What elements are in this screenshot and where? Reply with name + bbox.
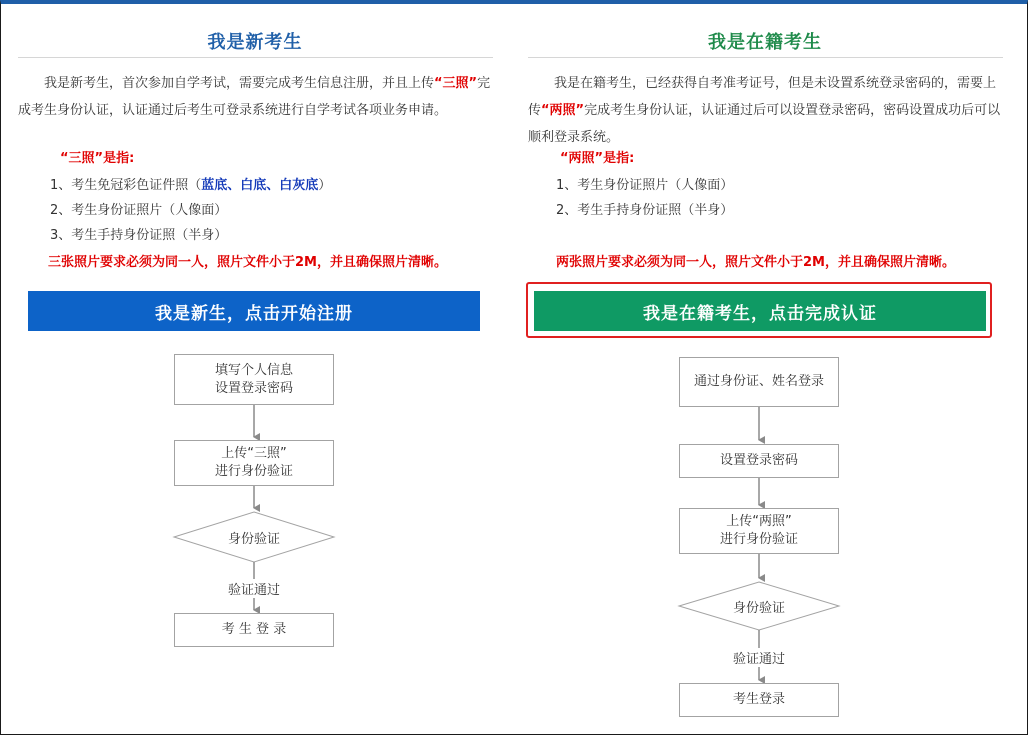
flow-pass-label: 验证通过 xyxy=(679,648,839,667)
requirement-item-3: 3、考生手持身份证照（半身） xyxy=(50,228,228,243)
flow-decision-label: 身份验证 xyxy=(732,601,785,616)
flow-step-upload-photos: 上传“三照” 进行身份验证 xyxy=(174,440,334,486)
three-photos-highlight: “三照” xyxy=(434,76,478,91)
new-student-title: 我是新考生 xyxy=(207,32,303,53)
flow-step-upload-photos: 上传“两照” 进行身份验证 xyxy=(679,508,839,554)
photo-warning: 三张照片要求必须为同一人，照片文件小于2M，并且确保照片清晰。 xyxy=(48,255,447,270)
new-student-panel xyxy=(10,0,500,737)
description-part-1: 我是新考生，首次参加自学考试，需要完成考生信息注册，并且上传 xyxy=(44,76,435,91)
requirement-item-1: 1、考生免冠彩色证件照（蓝底、白底、白灰底） xyxy=(50,178,332,193)
requirement-item-2: 2、考生身份证照片（人像面） xyxy=(50,203,228,218)
photo-warning: 两张照片要求必须为同一人，照片文件小于2M，并且确保照片清晰。 xyxy=(556,255,955,270)
requirement-item-2: 2、考生手持身份证照（半身） xyxy=(556,203,734,218)
background-colors: 蓝底、白底、白灰底 xyxy=(201,178,319,193)
two-photos-highlight: “两照” xyxy=(541,103,585,118)
flow-step-login: 考生登录 xyxy=(679,683,839,717)
three-photos-label: “三照”是指: xyxy=(60,151,135,166)
enrolled-student-title: 我是在籍考生 xyxy=(708,32,822,53)
flow-step-set-password: 设置登录密码 xyxy=(679,444,839,478)
two-photos-label: “两照”是指: xyxy=(560,151,635,166)
description-part-2: 完成考生身份认证，认证通过后可以设置登录密码，密码设置成功后可以顺利登录系统。 xyxy=(528,103,1001,145)
description-part-2: 完成考生身份认证，认证通过后考生可登录系统进行自学考试各项业务申请。 xyxy=(18,76,491,118)
enrolled-student-panel xyxy=(520,0,1010,737)
requirement-item-1: 1、考生身份证照片（人像面） xyxy=(556,178,734,193)
flow-decision-label: 身份验证 xyxy=(227,532,280,547)
complete-verification-button[interactable]: 我是在籍考生，点击完成认证 xyxy=(534,291,986,331)
flow-pass-label: 验证通过 xyxy=(174,579,334,598)
flow-step-fill-info: 填写个人信息 设置登录密码 xyxy=(174,354,334,405)
flow-step-id-login: 通过身份证、姓名登录 xyxy=(679,357,839,407)
description-part-1: 我是在籍考生，已经获得自考准考证号，但是未设置系统登录密码的，需要上传 xyxy=(528,76,997,118)
flow-step-login: 考 生 登 录 xyxy=(174,613,334,647)
start-registration-button[interactable]: 我是新生，点击开始注册 xyxy=(28,291,480,331)
